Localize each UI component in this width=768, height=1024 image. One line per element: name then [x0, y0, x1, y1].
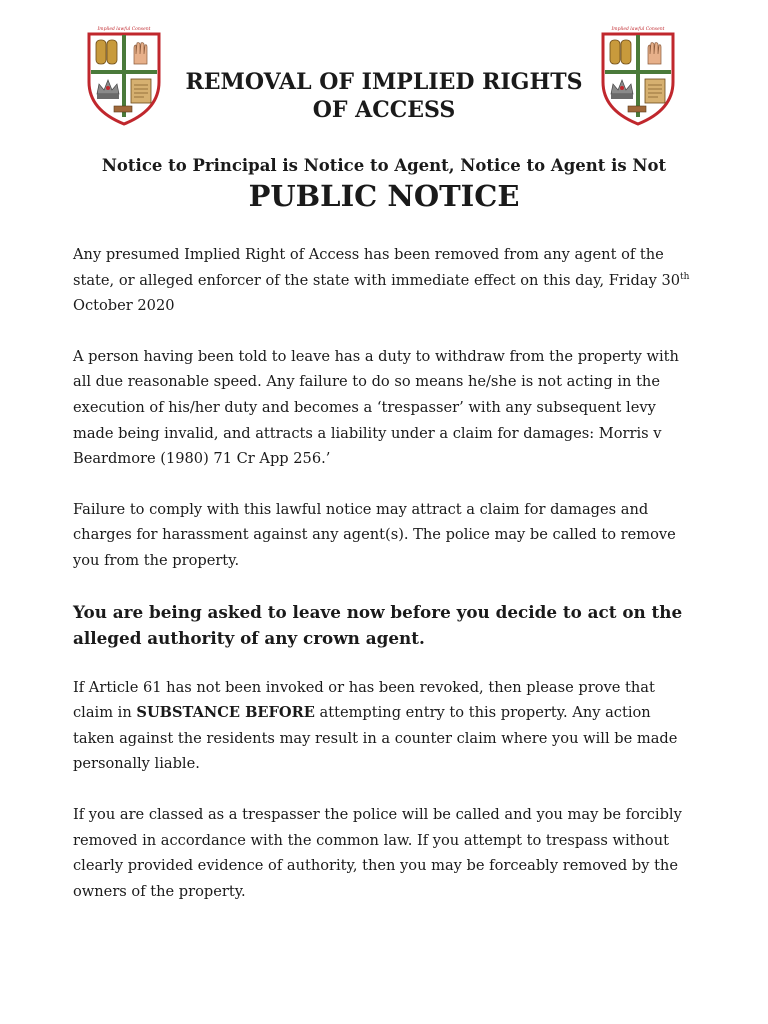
crest-logo-right [598, 22, 678, 128]
svg-text:Implied lawful Consent: Implied lawful Consent [97, 27, 151, 32]
title-line-2: OF ACCESS [312, 97, 456, 123]
paragraph-5: If Article 61 has not been invoked or has been revoked, then please prove that claim in SUBSTANCE BEFORE attempting entry to this property. Any action taken against the residents may result in a counter claim where you will be made personally liable. [73, 678, 678, 773]
substance-before-emphasis: SUBSTANCE BEFORE [136, 704, 315, 722]
shield-crest-icon [84, 22, 164, 128]
crest-logo-left [84, 22, 164, 128]
title-line-1: REMOVAL OF IMPLIED RIGHTS [185, 69, 583, 95]
public-notice-heading: PUBLIC NOTICE [248, 179, 520, 213]
paragraph-6: If you are classed as a trespasser the police will be called and you may be forcibly removed in accordance with the common law. If you attempt to trespass without clearly provided evidence of authority, then you may be forceably removed by the owners of the property. [73, 805, 682, 900]
ordinal-suffix: th [680, 271, 690, 282]
paragraph-1: Any presumed Implied Right of Access has been removed from any agent of the state, or alleged enforcer of the state with immediate effect on this day, Friday 30th October 2020 [73, 246, 690, 315]
svg-text:Implied lawful Consent: Implied lawful Consent [611, 27, 665, 32]
paragraph-4-emphasis: You are being asked to leave now before you decide to act on the alleged authority of any crown agent. [73, 601, 683, 648]
shield-crest-icon [598, 22, 678, 128]
paragraph-2: A person having been told to leave has a duty to withdraw from the property with all due reasonable speed. Any failure to do so means he/she is not acting in the execution of his/her duty and becomes a ‘trespasser’ with any subsequent levy made being invalid, and attracts a liability under a claim for damages: Morris v Beardmore (1980) 71 Cr App 256.’ [73, 347, 679, 468]
notice-subtitle: Notice to Principal is Notice to Agent, Notice to Agent is Not [101, 156, 667, 175]
notice-body [73, 242, 695, 929]
paragraph-3: Failure to comply with this lawful notice may attract a claim for damages and charges for harassment against any agent(s). The police may be called to remove you from the property. [73, 500, 676, 569]
document-title [170, 68, 598, 124]
